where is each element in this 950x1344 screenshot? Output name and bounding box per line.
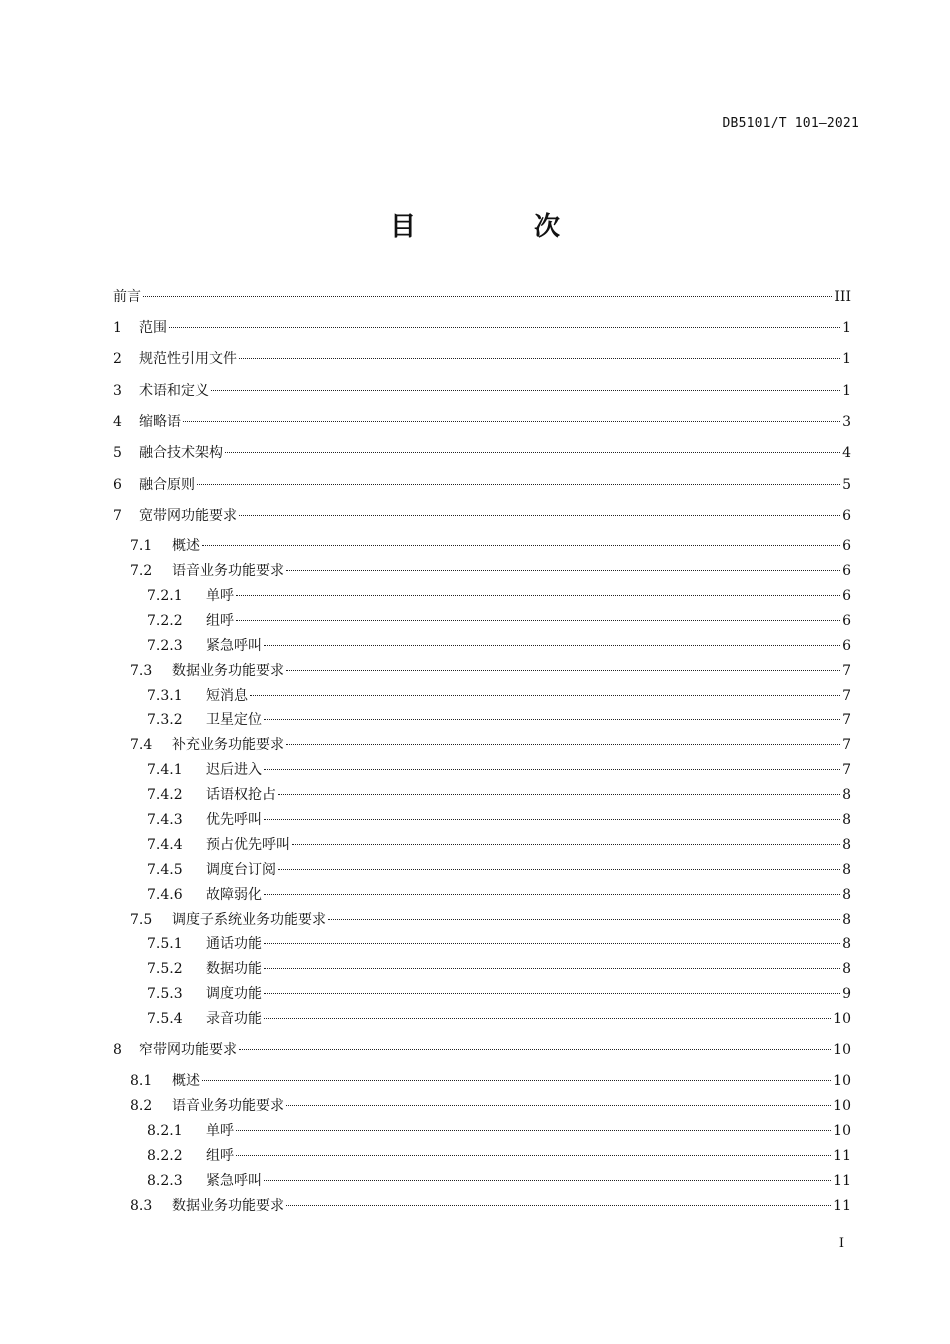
toc-entry-number: 8.2.1: [147, 1123, 183, 1139]
toc-dot-leader: [264, 819, 840, 820]
toc-entry-number: 7.5.2: [147, 961, 183, 977]
toc-entry[interactable]: [147, 884, 851, 906]
toc-entry[interactable]: [113, 317, 851, 339]
toc-entry-page: 10: [833, 1123, 851, 1139]
toc-dot-leader: [292, 844, 840, 845]
toc-entry[interactable]: [147, 1120, 851, 1142]
toc-dot-leader: [264, 894, 840, 895]
toc-entry[interactable]: [147, 933, 851, 955]
toc-dot-leader: [278, 869, 840, 870]
toc-entry[interactable]: [147, 635, 851, 657]
toc-entry[interactable]: [147, 809, 851, 831]
toc-entry-label: 调度子系统业务功能要求: [172, 912, 326, 928]
toc-entry-number: 7.5.3: [147, 986, 183, 1002]
toc-entry-number: 8.2: [130, 1098, 153, 1114]
toc-dot-leader: [236, 1130, 831, 1131]
toc-entry-label: 紧急呼叫: [206, 638, 262, 654]
toc-entry-number: 2: [113, 351, 122, 367]
toc-entry-page: 6: [842, 588, 851, 604]
toc-entry-label: 概述: [172, 1073, 200, 1089]
toc-entry[interactable]: [113, 380, 851, 402]
toc-entry-number: 3: [113, 383, 122, 399]
toc-entry-label: 录音功能: [206, 1011, 262, 1027]
toc-dot-leader: [264, 993, 840, 994]
toc-entry-label: 短消息: [206, 688, 248, 704]
toc-entry[interactable]: [130, 909, 851, 931]
toc-entry-label: 调度功能: [206, 986, 262, 1002]
toc-dot-leader: [264, 1180, 831, 1181]
toc-entry-label: 故障弱化: [206, 887, 262, 903]
toc-dot-leader: [202, 1080, 831, 1081]
toc-entry-label: 融合原则: [139, 477, 195, 493]
toc-dot-leader: [328, 919, 840, 920]
toc-entry-page: 8: [842, 936, 851, 952]
toc-entry-page: 6: [842, 563, 851, 579]
toc-dot-leader: [169, 327, 840, 328]
toc-entry-page: 7: [842, 737, 851, 753]
toc-entry-label: 范围: [139, 320, 167, 336]
toc-entry-label: 补充业务功能要求: [172, 737, 284, 753]
toc-entry-page: 8: [842, 912, 851, 928]
toc-entry[interactable]: [113, 286, 851, 308]
toc-dot-leader: [239, 358, 840, 359]
toc-entry-page: 8: [842, 812, 851, 828]
toc-entry-label: 调度台订阅: [206, 862, 276, 878]
toc-entry[interactable]: [130, 660, 851, 682]
toc-entry-label: 数据业务功能要求: [172, 1198, 284, 1214]
toc-entry-label: 单呼: [206, 1123, 234, 1139]
toc-dot-leader: [264, 719, 840, 720]
toc-entry-label: 组呼: [206, 1148, 234, 1164]
toc-entry-page: 10: [833, 1073, 851, 1089]
toc-dot-leader: [264, 645, 840, 646]
toc-entry-page: 8: [842, 862, 851, 878]
toc-entry-number: 5: [113, 445, 122, 461]
toc-entry-label: 话语权抢占: [206, 787, 276, 803]
toc-entry[interactable]: [113, 505, 851, 527]
toc-dot-leader: [239, 1049, 831, 1050]
toc-entry-page: 6: [842, 613, 851, 629]
toc-entry-label: 预占优先呼叫: [206, 837, 290, 853]
toc-dot-leader: [143, 296, 832, 297]
toc-entry-label: 数据功能: [206, 961, 262, 977]
toc-entry[interactable]: [147, 784, 851, 806]
toc-entry[interactable]: [147, 1145, 851, 1167]
toc-entry[interactable]: [147, 709, 851, 731]
toc-entry-page: 11: [833, 1148, 851, 1164]
toc-entry[interactable]: [147, 585, 851, 607]
toc-entry-page: 11: [833, 1173, 851, 1189]
toc-entry-number: 7.5: [130, 912, 153, 928]
toc-entry[interactable]: [147, 859, 851, 881]
toc-entry-page: 6: [842, 538, 851, 554]
toc-entry-number: 7.4.4: [147, 837, 183, 853]
toc-entry-page: III: [834, 289, 851, 305]
toc-entry-page: 7: [842, 663, 851, 679]
toc-entry-number: 8.3: [130, 1198, 153, 1214]
toc-dot-leader: [211, 390, 840, 391]
toc-entry-page: 7: [842, 762, 851, 778]
document-code: DB5101/T 101—2021: [722, 116, 859, 131]
toc-entry[interactable]: [147, 1170, 851, 1192]
toc-entry-number: 7.3.2: [147, 712, 183, 728]
toc-dot-leader: [264, 769, 840, 770]
toc-entry-page: 3: [842, 414, 851, 430]
toc-entry-label: 语音业务功能要求: [172, 563, 284, 579]
toc-dot-leader: [236, 1155, 831, 1156]
toc-dot-leader: [183, 421, 840, 422]
toc-entry-page: 8: [842, 887, 851, 903]
toc-entry-number: 7: [113, 508, 122, 524]
toc-entry-label: 概述: [172, 538, 200, 554]
toc-entry[interactable]: [147, 834, 851, 856]
toc-entry-label: 宽带网功能要求: [139, 508, 237, 524]
toc-entry-page: 5: [842, 477, 851, 493]
toc-entry[interactable]: [130, 1195, 851, 1217]
toc-entry[interactable]: [147, 685, 851, 707]
toc-entry[interactable]: [113, 474, 851, 496]
toc-entry[interactable]: [147, 983, 851, 1005]
toc-entry-label: 数据业务功能要求: [172, 663, 284, 679]
toc-entry-page: 10: [833, 1098, 851, 1114]
toc-entry-number: 7.5.1: [147, 936, 183, 952]
toc-entry-number: 7.4: [130, 737, 153, 753]
toc-dot-leader: [197, 484, 840, 485]
toc-dot-leader: [264, 1018, 831, 1019]
toc-entry-number: 7.4.5: [147, 862, 183, 878]
toc-entry-label: 单呼: [206, 588, 234, 604]
toc-entry-number: 8.1: [130, 1073, 153, 1089]
toc-entry-page: 8: [842, 787, 851, 803]
toc-entry-label: 卫星定位: [206, 712, 262, 728]
toc-entry-page: 4: [842, 445, 851, 461]
toc-entry-number: 7.5.4: [147, 1011, 183, 1027]
toc-entry[interactable]: [113, 348, 851, 370]
toc-dot-leader: [250, 695, 840, 696]
toc-entry[interactable]: [130, 560, 851, 582]
toc-entry-page: 6: [842, 638, 851, 654]
toc-entry-label: 缩略语: [139, 414, 181, 430]
toc-entry[interactable]: [130, 734, 851, 756]
toc-entry-page: 11: [833, 1198, 851, 1214]
toc-dot-leader: [286, 1105, 831, 1106]
toc-entry[interactable]: [130, 1070, 851, 1092]
toc-entry[interactable]: [147, 759, 851, 781]
toc-entry-number: 7.2: [130, 563, 153, 579]
toc-entry-label: 语音业务功能要求: [172, 1098, 284, 1114]
toc-entry-label: 前言: [113, 289, 141, 305]
toc-entry-number: 7.4.3: [147, 812, 183, 828]
toc-entry-number: 8.2.2: [147, 1148, 183, 1164]
page-title: 目 次: [389, 212, 606, 242]
toc-entry-number: 8.2.3: [147, 1173, 183, 1189]
toc-entry-number: 7.2.2: [147, 613, 183, 629]
toc-entry-page: 1: [842, 320, 851, 336]
toc-dot-leader: [286, 670, 840, 671]
toc-entry[interactable]: [113, 442, 851, 464]
toc-entry-page: 9: [842, 986, 851, 1002]
toc-entry-page: 7: [842, 688, 851, 704]
toc-entry[interactable]: [147, 610, 851, 632]
toc-entry[interactable]: [130, 535, 851, 557]
toc-dot-leader: [239, 515, 840, 516]
toc-entry-number: 7.3.1: [147, 688, 183, 704]
toc-entry-number: 7.4.6: [147, 887, 183, 903]
toc-entry-label: 规范性引用文件: [139, 351, 237, 367]
toc-entry-label: 迟后进入: [206, 762, 262, 778]
toc-dot-leader: [286, 1205, 831, 1206]
toc-entry-label: 组呼: [206, 613, 234, 629]
toc-entry-page: 10: [833, 1042, 851, 1058]
toc-entry-page: 1: [842, 383, 851, 399]
toc-entry-label: 通话功能: [206, 936, 262, 952]
toc-entry[interactable]: [130, 1095, 851, 1117]
toc-entry-number: 7.3: [130, 663, 153, 679]
toc-entry-number: 7.2.3: [147, 638, 183, 654]
toc-entry-page: 1: [842, 351, 851, 367]
toc-entry-label: 优先呼叫: [206, 812, 262, 828]
toc-entry-page: 6: [842, 508, 851, 524]
toc-entry-number: 4: [113, 414, 122, 430]
toc-dot-leader: [236, 595, 840, 596]
toc-entry-number: 6: [113, 477, 122, 493]
toc-entry-label: 术语和定义: [139, 383, 209, 399]
toc-entry-number: 7.4.1: [147, 762, 183, 778]
toc-dot-leader: [225, 452, 840, 453]
toc-entry[interactable]: [113, 411, 851, 433]
toc-entry-page: 10: [833, 1011, 851, 1027]
toc-entry-label: 融合技术架构: [139, 445, 223, 461]
toc-entry-number: 8: [113, 1042, 122, 1058]
toc-entry-number: 7.2.1: [147, 588, 183, 604]
toc-entry-label: 窄带网功能要求: [139, 1042, 237, 1058]
toc-entry-number: 1: [113, 320, 122, 336]
toc-dot-leader: [278, 794, 840, 795]
toc-dot-leader: [286, 744, 840, 745]
toc-entry-page: 8: [842, 961, 851, 977]
toc-entry[interactable]: [147, 958, 851, 980]
toc-entry[interactable]: [147, 1008, 851, 1030]
toc-dot-leader: [264, 968, 840, 969]
toc-entry-page: 8: [842, 837, 851, 853]
toc-dot-leader: [236, 620, 840, 621]
toc-dot-leader: [286, 570, 840, 571]
toc-dot-leader: [264, 943, 840, 944]
page-number: I: [838, 1236, 844, 1251]
toc-dot-leader: [202, 545, 840, 546]
toc-entry-label: 紧急呼叫: [206, 1173, 262, 1189]
toc-entry-page: 7: [842, 712, 851, 728]
toc-entry-number: 7.1: [130, 538, 153, 554]
toc-entry[interactable]: [113, 1039, 851, 1061]
toc-entry-number: 7.4.2: [147, 787, 183, 803]
